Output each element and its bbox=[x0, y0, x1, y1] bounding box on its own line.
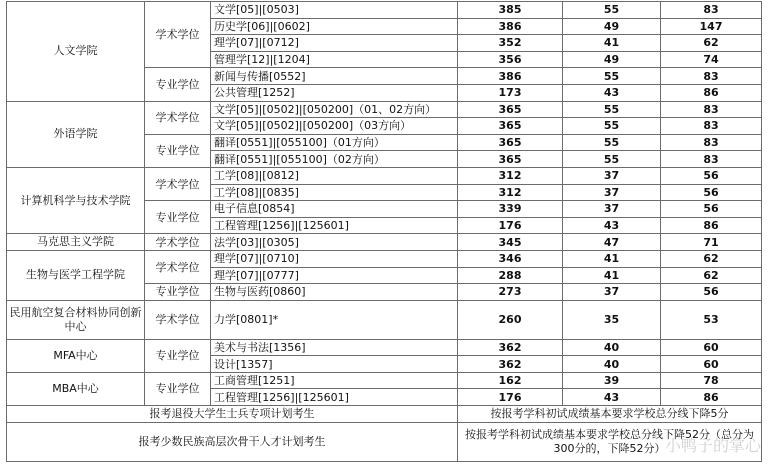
single-score-b: 78 bbox=[661, 372, 762, 389]
table-row bbox=[7, 339, 762, 356]
table-row bbox=[7, 234, 762, 251]
college-name: 民用航空复合材料协同创新中心 bbox=[7, 300, 145, 339]
minority-plan-label: 报考少数民族高层次骨干人才计划考生 bbox=[7, 422, 458, 461]
total-score: 176 bbox=[458, 389, 563, 406]
table-row bbox=[7, 250, 762, 267]
single-score-a: 40 bbox=[563, 356, 661, 373]
single-score-b: 86 bbox=[661, 389, 762, 406]
major-name: 工学[08]|[0835] bbox=[211, 184, 458, 201]
single-score-b: 62 bbox=[661, 35, 762, 52]
table-row bbox=[7, 372, 762, 389]
degree-type: 学术学位 bbox=[145, 101, 211, 134]
major-name: 设计[1357] bbox=[211, 356, 458, 373]
total-score: 352 bbox=[458, 35, 563, 52]
single-score-b: 83 bbox=[661, 151, 762, 168]
single-score-a: 55 bbox=[563, 101, 661, 118]
college-name: 生物与医学工程学院 bbox=[7, 250, 145, 300]
college-name: MFA中心 bbox=[7, 339, 145, 372]
total-score: 386 bbox=[458, 68, 563, 85]
single-score-b: 83 bbox=[661, 134, 762, 151]
single-score-a: 41 bbox=[563, 267, 661, 284]
single-score-b: 53 bbox=[661, 300, 762, 339]
single-score-a: 37 bbox=[563, 184, 661, 201]
degree-type: 专业学位 bbox=[145, 284, 211, 301]
degree-type: 专业学位 bbox=[145, 68, 211, 101]
major-name: 翻译[0551]|[055100]（01方向） bbox=[211, 134, 458, 151]
single-score-a: 37 bbox=[563, 201, 661, 218]
single-score-a: 55 bbox=[563, 134, 661, 151]
single-score-b: 56 bbox=[661, 184, 762, 201]
total-score: 273 bbox=[458, 284, 563, 301]
single-score-b: 83 bbox=[661, 118, 762, 135]
single-score-a: 43 bbox=[563, 389, 661, 406]
total-score: 312 bbox=[458, 184, 563, 201]
degree-type: 学术学位 bbox=[145, 167, 211, 200]
major-name: 工程管理[1256]|[125601] bbox=[211, 217, 458, 234]
single-score-b: 56 bbox=[661, 167, 762, 184]
single-score-b: 74 bbox=[661, 51, 762, 68]
single-score-a: 55 bbox=[563, 2, 661, 19]
total-score: 365 bbox=[458, 151, 563, 168]
total-score: 386 bbox=[458, 18, 563, 35]
degree-type: 学术学位 bbox=[145, 234, 211, 251]
degree-type: 专业学位 bbox=[145, 372, 211, 405]
total-score: 173 bbox=[458, 84, 563, 101]
degree-type: 学术学位 bbox=[145, 2, 211, 68]
single-score-a: 40 bbox=[563, 339, 661, 356]
single-score-a: 35 bbox=[563, 300, 661, 339]
single-score-a: 55 bbox=[563, 118, 661, 135]
single-score-b: 83 bbox=[661, 101, 762, 118]
single-score-b: 147 bbox=[661, 18, 762, 35]
total-score: 312 bbox=[458, 167, 563, 184]
note-row bbox=[7, 422, 762, 461]
single-score-a: 47 bbox=[563, 234, 661, 251]
major-name: 公共管理[1252] bbox=[211, 84, 458, 101]
major-name: 电子信息[0854] bbox=[211, 201, 458, 218]
table-row bbox=[7, 300, 762, 339]
single-score-b: 83 bbox=[661, 68, 762, 85]
total-score: 260 bbox=[458, 300, 563, 339]
single-score-b: 83 bbox=[661, 2, 762, 19]
total-score: 356 bbox=[458, 51, 563, 68]
single-score-a: 37 bbox=[563, 167, 661, 184]
major-name: 法学[03]|[0305] bbox=[211, 234, 458, 251]
degree-type: 专业学位 bbox=[145, 339, 211, 372]
single-score-a: 43 bbox=[563, 84, 661, 101]
total-score: 362 bbox=[458, 356, 563, 373]
major-name: 工学[08]|[0812] bbox=[211, 167, 458, 184]
total-score: 362 bbox=[458, 339, 563, 356]
major-name: 生物与医药[0860] bbox=[211, 284, 458, 301]
major-name: 工商管理[1251] bbox=[211, 372, 458, 389]
college-name: 马克思主义学院 bbox=[7, 234, 145, 251]
table-row bbox=[7, 101, 762, 118]
degree-type: 专业学位 bbox=[145, 201, 211, 234]
single-score-b: 86 bbox=[661, 217, 762, 234]
major-name: 理学[07]|[0712] bbox=[211, 35, 458, 52]
major-name: 翻译[0551]|[055100]（02方向） bbox=[211, 151, 458, 168]
single-score-a: 55 bbox=[563, 151, 661, 168]
major-name: 文学[05]|[0502]|[050200]（03方向） bbox=[211, 118, 458, 135]
degree-type: 学术学位 bbox=[145, 300, 211, 339]
single-score-b: 62 bbox=[661, 267, 762, 284]
major-name: 理学[07]|[0777] bbox=[211, 267, 458, 284]
single-score-a: 37 bbox=[563, 284, 661, 301]
note-row bbox=[7, 406, 762, 423]
degree-type: 学术学位 bbox=[145, 250, 211, 283]
total-score: 345 bbox=[458, 234, 563, 251]
single-score-b: 71 bbox=[661, 234, 762, 251]
total-score: 176 bbox=[458, 217, 563, 234]
veteran-plan-rule: 按报考学科初试成绩基本要求学校总分线下降5分 bbox=[458, 406, 762, 423]
total-score: 365 bbox=[458, 118, 563, 135]
total-score: 339 bbox=[458, 201, 563, 218]
major-name: 管理学[12]|[1204] bbox=[211, 51, 458, 68]
college-name: 计算机科学与技术学院 bbox=[7, 167, 145, 233]
watermark: 小鸭子的掌心 bbox=[664, 436, 761, 455]
single-score-a: 41 bbox=[563, 35, 661, 52]
major-name: 理学[07]|[0710] bbox=[211, 250, 458, 267]
single-score-b: 86 bbox=[661, 84, 762, 101]
major-name: 工程管理[1256]|[125601] bbox=[211, 389, 458, 406]
major-name: 文学[05]|[0502]|[050200]（01、02方向） bbox=[211, 101, 458, 118]
single-score-a: 41 bbox=[563, 250, 661, 267]
major-name: 美术与书法[1356] bbox=[211, 339, 458, 356]
major-name: 力学[0801]* bbox=[211, 300, 458, 339]
total-score: 365 bbox=[458, 101, 563, 118]
college-name: MBA中心 bbox=[7, 372, 145, 405]
college-name: 外语学院 bbox=[7, 101, 145, 167]
veteran-plan-label: 报考退役大学生士兵专项计划考生 bbox=[7, 406, 458, 423]
single-score-b: 56 bbox=[661, 201, 762, 218]
total-score: 365 bbox=[458, 134, 563, 151]
major-name: 历史学[06]|[0602] bbox=[211, 18, 458, 35]
single-score-b: 62 bbox=[661, 250, 762, 267]
table-row bbox=[7, 167, 762, 184]
minority-plan-rule: 按报考学科初试成绩基本要求学校总分线下降52分（总分为300分的，下降52分） bbox=[458, 422, 762, 461]
single-score-a: 55 bbox=[563, 68, 661, 85]
single-score-b: 60 bbox=[661, 339, 762, 356]
single-score-a: 49 bbox=[563, 18, 661, 35]
single-score-b: 60 bbox=[661, 356, 762, 373]
score-table bbox=[6, 1, 762, 462]
total-score: 288 bbox=[458, 267, 563, 284]
college-name: 人文学院 bbox=[7, 2, 145, 102]
total-score: 346 bbox=[458, 250, 563, 267]
single-score-b: 56 bbox=[661, 284, 762, 301]
single-score-a: 39 bbox=[563, 372, 661, 389]
degree-type: 专业学位 bbox=[145, 134, 211, 167]
total-score: 385 bbox=[458, 2, 563, 19]
major-name: 文学[05]|[0503] bbox=[211, 2, 458, 19]
total-score: 162 bbox=[458, 372, 563, 389]
single-score-a: 49 bbox=[563, 51, 661, 68]
single-score-a: 43 bbox=[563, 217, 661, 234]
major-name: 新闻与传播[0552] bbox=[211, 68, 458, 85]
table-row bbox=[7, 2, 762, 19]
